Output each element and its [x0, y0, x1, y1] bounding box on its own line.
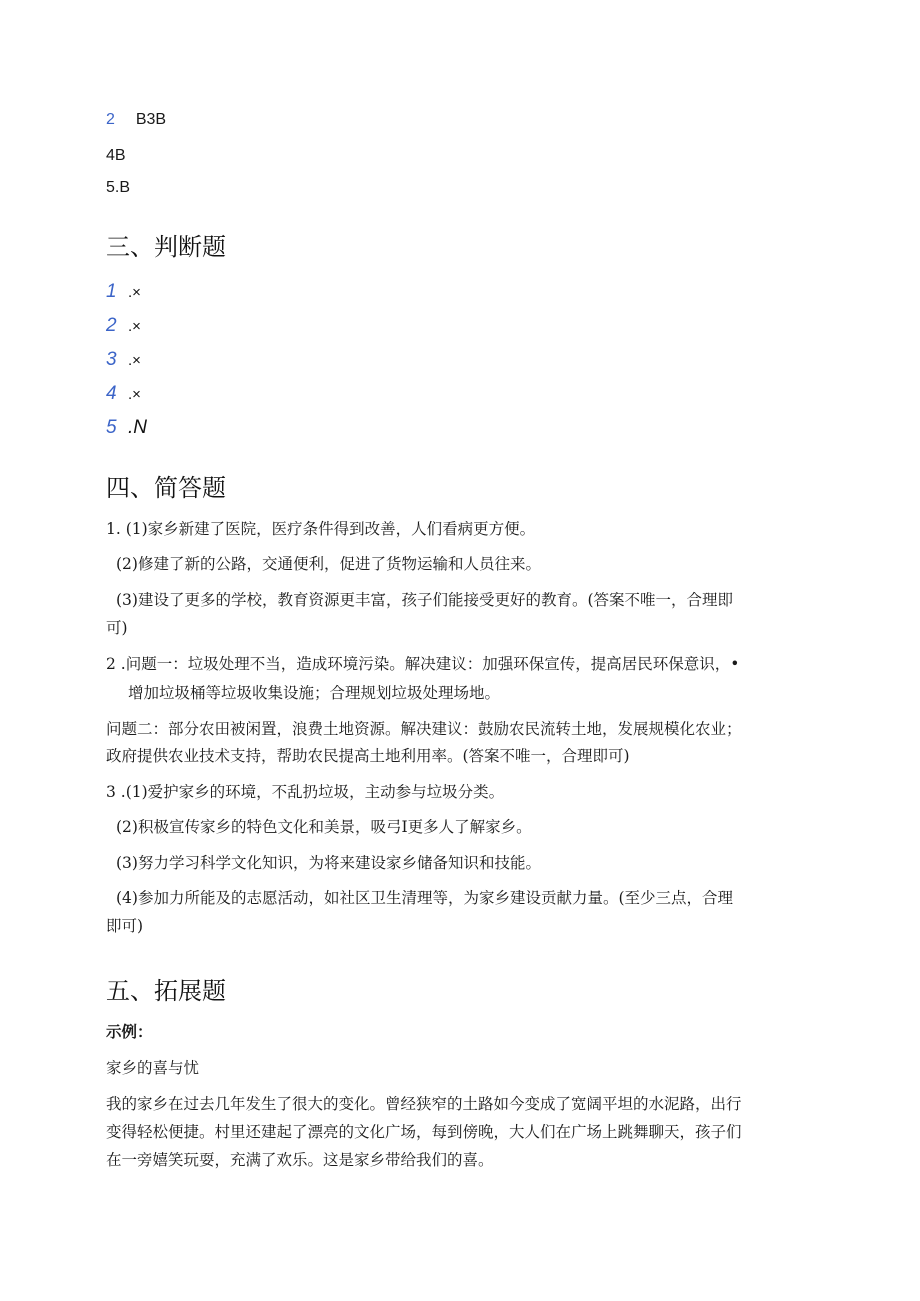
section-heading: 三、判断题 [106, 233, 226, 261]
essay-line: 变得轻松便捷。村里还建起了漂亮的文化广场，每到傍晚，大人们在广场上跳舞聊天，孩子们 [106, 1123, 742, 1141]
section-heading: 四、简答题 [106, 474, 226, 502]
item-number: 2 [106, 315, 117, 336]
item-number: 1 [106, 281, 117, 302]
item-mark: .× [128, 318, 141, 335]
judgment-item [106, 280, 141, 305]
judgment-item [106, 314, 141, 339]
item-number: 4 [106, 383, 117, 404]
answer-line: 即可) [106, 917, 144, 935]
answer-line: (3)建设了更多的学校，教育资源更丰富，孩子们能接受更好的教育。(答案不唯一，合理即 [116, 591, 734, 609]
judgment-item [106, 382, 141, 407]
answer-line: (4)参加力所能及的志愿活动，如社区卫生清理等，为家乡建设贡献力量。(至少三点，合理 [116, 889, 734, 907]
essay-line: 在一旁嬉笑玩耍，充满了欢乐。这是家乡带给我们的喜。 [106, 1151, 494, 1169]
item-number: 3 [106, 349, 117, 370]
answer-line: 3 .(1)爱护家乡的环境，不乱扔垃圾，主动参与垃圾分类。 [106, 783, 505, 801]
item-mark: .× [128, 352, 141, 369]
essay-title: 家乡的喜与忧 [106, 1059, 200, 1077]
item-mark: .N [128, 417, 147, 438]
answer-line: (3)努力学习科学文化知识，为将来建设家乡储备知识和技能。 [116, 854, 541, 872]
item-mark: .× [128, 284, 141, 301]
answer-line: 政府提供农业技术支持，帮助农民提高土地利用率。(答案不唯一，合理即可) [106, 747, 630, 765]
choice-answer-row: 4B [106, 147, 126, 164]
choice-answer-text: B3B [135, 111, 167, 128]
answer-line: 问题二：部分农田被闲置，浪费土地资源。解决建议：鼓励农民流转土地，发展规模化农业； [106, 720, 742, 738]
choice-answer-row: 5.B [106, 179, 131, 196]
example-label: 示例： [106, 1022, 153, 1041]
answer-line: 2 .问题一：垃圾处理不当，造成环境污染。解决建议：加强环保宣传，提高居民环保意识，• [106, 655, 740, 673]
judgment-item [106, 348, 141, 373]
answer-line: 1. (1)家乡新建了医院，医疗条件得到改善，人们看病更方便。 [106, 520, 536, 538]
item-mark: .× [128, 386, 141, 403]
answer-line: (2)修建了新的公路，交通便利，促进了货物运输和人员往来。 [116, 555, 541, 573]
choice-answer-row [106, 110, 166, 130]
essay-line: 我的家乡在过去几年发生了很大的变化。曾经狭窄的土路如今变成了宽阔平坦的水泥路，出行 [106, 1095, 742, 1113]
answer-line: 可) [106, 619, 128, 637]
answer-line: (2)积极宣传家乡的特色文化和美景，吸弓I更多人了解家乡。 [116, 818, 532, 836]
item-number: 5 [106, 417, 117, 438]
judgment-item [106, 416, 147, 440]
choice-number: 2 [106, 111, 115, 128]
section-heading: 五、拓展题 [106, 977, 226, 1005]
answer-line: 增加垃圾桶等垃圾收集设施；合理规划垃圾处理场地。 [128, 684, 501, 702]
